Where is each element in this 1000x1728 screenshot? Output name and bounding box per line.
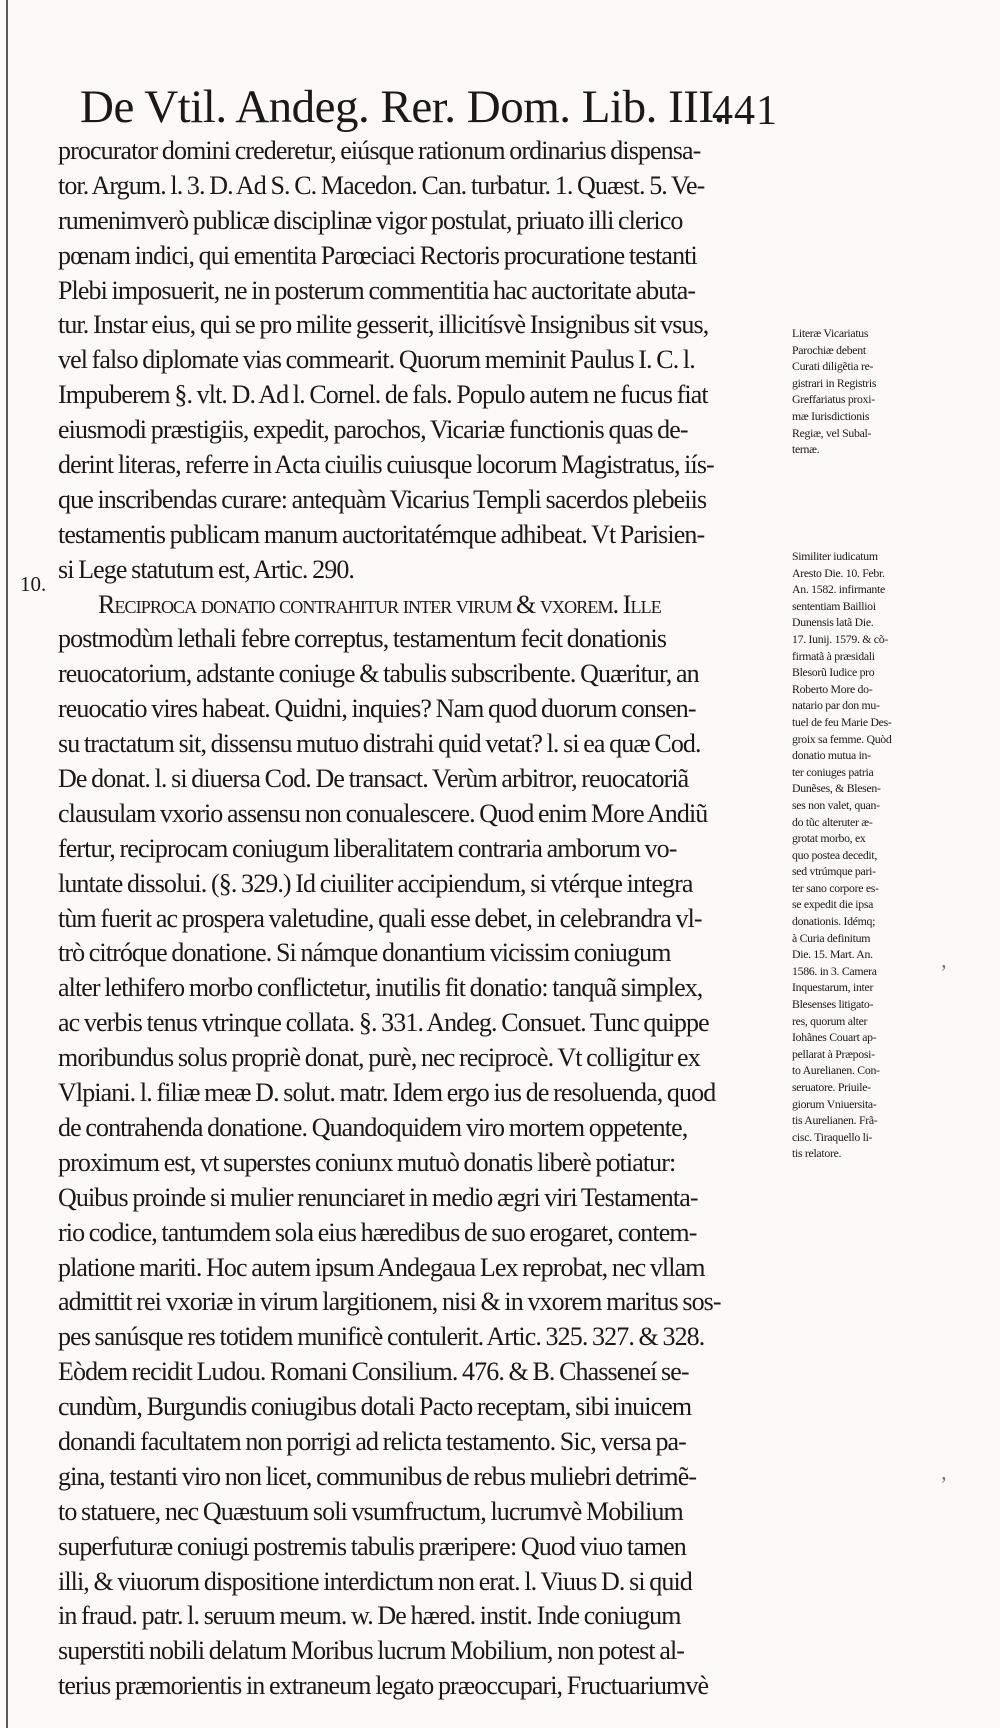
text-line: De donat. l. si diuersa Cod. De transact. Verùm arbitror, reuocatoriã xyxy=(58,764,689,794)
text-line: tùm fuerit ac prospera valetudine, quali esse debet, in celebrandra vl- xyxy=(58,903,702,933)
margin-note-line: giorum Vniuersita- xyxy=(792,1096,877,1111)
text-line: Eòdem recidit Ludou. Romani Consilium. 476. & B. Chasseneí se- xyxy=(58,1357,689,1387)
line-number-marker: 10. xyxy=(20,572,47,596)
text-line: admittit rei vxoriæ in virum largitionem, nisi & in vxorem maritus sos- xyxy=(58,1287,721,1317)
margin-note-line: firmatã à præsidali xyxy=(792,648,875,663)
margin-note-line: Die. 15. Mart. An. xyxy=(792,947,873,962)
margin-note-line: Dunẽses, & Blesen- xyxy=(792,781,881,796)
text-line: moribundus solus propriè donat, purè, nec reciprocè. Vt colligitur ex xyxy=(58,1043,700,1073)
margin-note-line: grotat morbo, ex xyxy=(792,831,866,846)
text-line: pœnam indici, qui ementita Parœciaci Rectoris procuratione testanti xyxy=(58,240,697,270)
margin-note-line: res, quorum alter xyxy=(792,1013,868,1028)
margin-note-line: Greffariatus proxi- xyxy=(792,392,875,407)
margin-note-line: sed vtrúmque pari- xyxy=(792,864,876,879)
text-line: illi, & viuorum dispositione interdictum non erat. l. Viuus D. si quid xyxy=(58,1566,692,1596)
text-line: in fraud. patr. l. seruum meum. w. De hæred. instit. Inde coniugum xyxy=(58,1601,681,1631)
margin-note-line: Blesenses litigato- xyxy=(792,997,874,1012)
margin-note-line: Iohãnes Couart ap- xyxy=(792,1030,877,1045)
margin-note-line: quo postea decedit, xyxy=(792,847,878,862)
text-line: Quibus proinde si mulier renunciaret in medio ægri viri Testamenta- xyxy=(58,1182,698,1212)
margin-note-line: pellarat à Præposi- xyxy=(792,1046,875,1061)
margin-note-line: tis relatore. xyxy=(792,1146,842,1161)
margin-note-line: seruatore. Priuile- xyxy=(792,1080,871,1094)
text-line: pes sanúsque res totidem munificè contulerit. Artic. 325. 327. & 328. xyxy=(58,1322,705,1352)
text-line: superstiti nobili delatum Moribus lucrum Mobilium, non potest al- xyxy=(58,1636,685,1666)
margin-note-line: Regiæ, vel Subal- xyxy=(792,425,872,440)
text-line: luntate dissolui. (§. 329.) Id ciuiliter accipiendum, si vtérque integra xyxy=(58,868,693,898)
margin-note-line: ternæ. xyxy=(792,442,820,457)
paragraph-start-line: Reciproca donatio contrahitur inter virum & vxorem. Ille xyxy=(98,589,661,619)
text-line: Impuberem §. vlt. D. Ad l. Cornel. de fals. Populo autem ne fucus fiat xyxy=(58,380,708,410)
page-number: 441 xyxy=(712,88,778,134)
text-line: tor. Argum. l. 3. D. Ad S. C. Macedon. Can. turbatur. 1. Quæst. 5. Ve- xyxy=(58,170,705,200)
text-line: gina, testanti viro non licet, communibus de rebus muliebri detrimẽ- xyxy=(58,1461,697,1491)
margin-note-line: cisc. Tiraquello li- xyxy=(792,1129,873,1144)
text-line: proximum est, vt superstes coniunx mutuò donatis liberè potiatur: xyxy=(58,1147,676,1177)
margin-note-line: 1586. in 3. Camera xyxy=(792,963,877,978)
margin-note-line: à Curia definitum xyxy=(792,930,871,945)
running-title: De Vtil. Andeg. Rer. Dom. Lib. III. xyxy=(80,81,725,133)
text-line: terius præmorientis in extraneum legato præoccupari, Fructuariumvè xyxy=(58,1671,709,1701)
margin-note-line: Curati diligẽtia re- xyxy=(792,359,874,374)
text-line: su tractatum sit, dissensu mutuo distrahi quid vetat? l. si ea quæ Cod. xyxy=(58,729,701,759)
running-header xyxy=(80,82,780,132)
text-line: procurator domini crederetur, eiúsque rationum ordinarius dispensa- xyxy=(58,136,701,165)
margin-note-line: sententiam Baillioi xyxy=(792,598,876,613)
text-line: postmodùm lethali febre correptus, testamentum fecit donationis xyxy=(58,624,667,654)
margin-note-iudicatum xyxy=(792,548,942,1162)
text-line: clausulam vxorio assensu non conualescere. Quod enim More Andiũ xyxy=(58,798,708,828)
text-line: fertur, reciprocam coniugum liberalitatem contraria amborum vo- xyxy=(58,833,677,863)
text-line: to statuere, nec Quæstuum soli vsumfructum, lucrumvè Mobilium xyxy=(58,1496,683,1526)
margin-note-line: Parochiæ debent xyxy=(792,342,866,357)
text-line: vel falso diplomate vias commearit. Quorum meminit Paulus I. C. l. xyxy=(58,345,695,375)
margin-note-line: tuel de feu Marie Des- xyxy=(792,714,892,729)
text-line: tur. Instar eius, qui se pro milite gesserit, illicitísvè Insignibus sit vsus, xyxy=(58,310,709,340)
margin-note-line: Literæ Vicariatus xyxy=(792,326,869,340)
margin-note-line: tis Aurelianen. Frã- xyxy=(792,1113,878,1128)
margin-note-line: donatio mutua in- xyxy=(792,748,871,763)
text-line: testamentis publicam manum auctoritatémque adhibeat. Vt Parisien- xyxy=(58,519,705,549)
text-line: cundùm, Burgundis coniugibus dotali Pacto receptam, sibi inuicem xyxy=(58,1392,692,1422)
margin-note-line: Dunensis latã Die. xyxy=(792,615,874,630)
text-line: Plebi imposuerit, ne in posterum commentitia hac auctoritate abuta- xyxy=(58,275,696,305)
text-line: rio codice, tantumdem sola eius hæredibus de suo erogaret, contem- xyxy=(58,1217,697,1247)
main-text-column xyxy=(58,134,788,1704)
text-line: alter lethifero morbo conflictetur, inutilis fit donatio: tanquã simplex, xyxy=(58,973,703,1003)
text-line: donandi facultatem non porrigi ad relicta testamento. Sic, versa pa- xyxy=(58,1426,686,1456)
text-line: derint literas, referre in Acta ciuilis cuiusque locorum Magistratus, iís- xyxy=(58,450,714,480)
text-line: reuocatio vires habeat. Quidni, inquies? Nam quod duorum consen- xyxy=(58,694,696,724)
margin-note-line: ses non valet, quan- xyxy=(792,797,880,812)
margin-note-line: groix sa femme. Quòd xyxy=(792,731,892,746)
margin-note-line: mæ Iurisdictionis xyxy=(792,408,870,423)
margin-note-line: ter sano corpore es- xyxy=(792,880,879,895)
margin-note-line: to Aurelianen. Con- xyxy=(792,1063,880,1078)
margin-note-line: Roberto More do- xyxy=(792,681,873,696)
text-line: ac verbis tenus vtrinque collata. §. 331. Andeg. Consuet. Tunc quippe xyxy=(58,1008,709,1038)
margin-note-line: Inquestarum, inter xyxy=(792,980,874,995)
stray-ink-mark: ʼ xyxy=(940,960,948,985)
margin-note-line: natario par don mu- xyxy=(792,698,880,713)
margin-note-line: Similiter iudicatum xyxy=(792,549,878,563)
page-edge-rule xyxy=(6,0,8,1728)
margin-note-line: Aresto Die. 10. Febr. xyxy=(792,565,885,580)
text-line: de contrahenda donatione. Quandoquidem viro mortem oppetente, xyxy=(58,1112,688,1142)
stray-ink-mark: ʼ xyxy=(940,1472,948,1497)
margin-note-vicariatus xyxy=(792,325,942,458)
text-line: trò citróque donatione. Si námque donantium vicissim coniugum xyxy=(58,938,671,968)
margin-note-line: Blesorũ Iudice pro xyxy=(792,665,875,680)
margin-note-line: donationis. Idémq; xyxy=(792,914,876,929)
text-line: eiusmodi præstigiis, expedit, parochos, Vicariæ functionis quas de- xyxy=(58,415,688,445)
margin-note-line: do tũc alteruter æ- xyxy=(792,814,873,829)
text-line: si Lege statutum est, Artic. 290. xyxy=(58,554,355,584)
text-line: superfuturæ coniugi postremis tabulis præripere: Quod viuo tamen xyxy=(58,1531,686,1561)
text-line: platione mariti. Hoc autem ipsum Andegaua Lex reprobat, nec vllam xyxy=(58,1252,705,1282)
text-line: reuocatorium, adstante coniuge & tabulis subscribente. Quæritur, an xyxy=(58,659,699,689)
text-line: Vlpiani. l. filiæ meæ D. solut. matr. Idem ergo ius de resoluenda, quod xyxy=(58,1078,716,1108)
margin-note-line: se expedit die ipsa xyxy=(792,897,874,912)
text-line: rumenimverò publicæ disciplinæ vigor postulat, priuato illi clerico xyxy=(58,205,683,235)
margin-note-line: 17. Iunij. 1579. & cõ- xyxy=(792,631,888,646)
text-line: que inscribendas curare: antequàm Vicarius Templi sacerdos plebeiis xyxy=(58,484,707,514)
margin-note-line: ter coniuges patria xyxy=(792,764,874,779)
margin-note-line: An. 1582. infirmante xyxy=(792,582,885,597)
margin-note-line: gistrari in Registris xyxy=(792,375,877,390)
